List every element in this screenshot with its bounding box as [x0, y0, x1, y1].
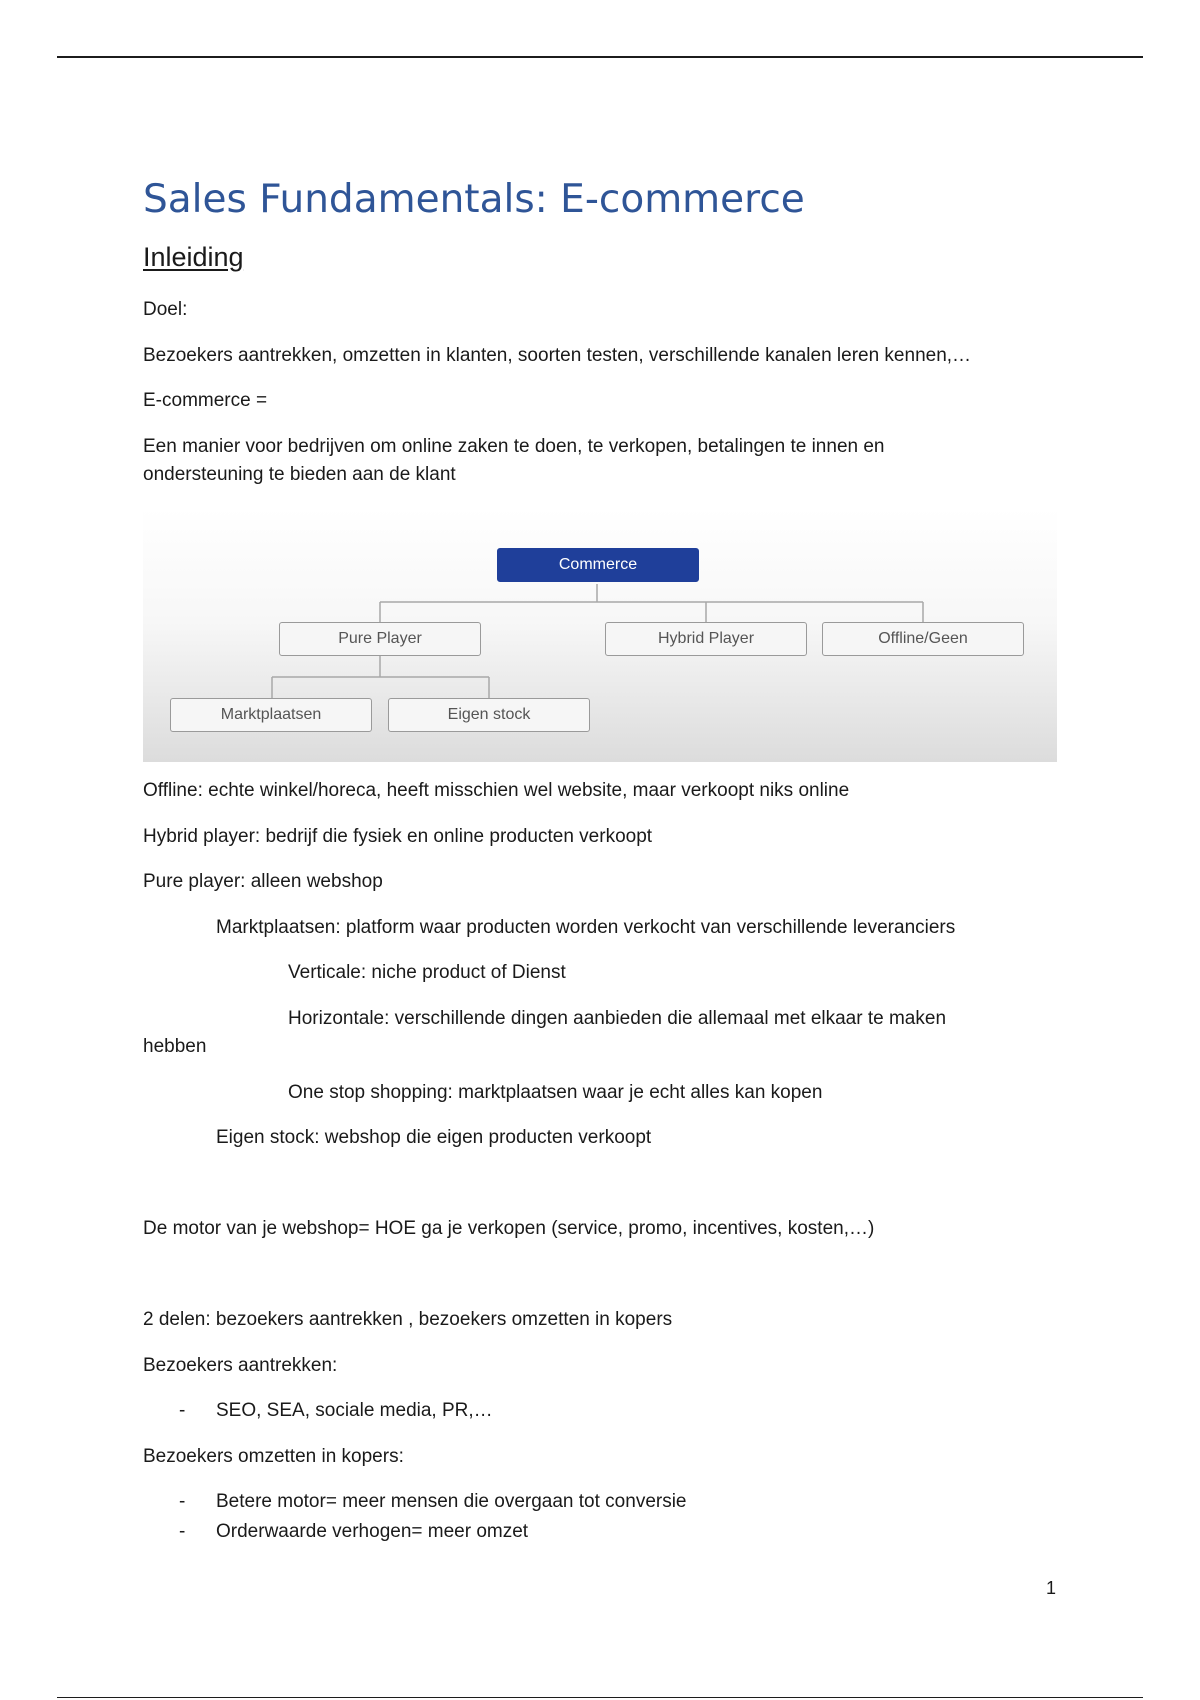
pure-text: Pure player: alleen webshop — [143, 871, 383, 892]
list-item: - Betere motor= meer mensen die overgaan tot conversie — [143, 1487, 687, 1517]
diagram-node-marktplaatsen: Marktplaatsen — [170, 698, 372, 732]
aantrekken-list — [143, 1396, 493, 1426]
diagram-node-commerce: Commerce — [497, 548, 699, 582]
page-title: Sales Fundamentals: E-commerce — [143, 177, 805, 222]
horizontale-text-line-1: Horizontale: verschillende dingen aanbieden die allemaal met elkaar te maken — [288, 1008, 947, 1029]
motor-text: De motor van je webshop= HOE ga je verkopen (service, promo, incentives, kosten,…) — [143, 1218, 875, 1239]
offline-text: Offline: echte winkel/horeca, heeft misschien wel website, maar verkoopt niks online — [143, 780, 850, 801]
section-heading-inleiding: Inleiding — [143, 242, 244, 272]
bullet-dash: - — [179, 1521, 186, 1542]
diagram-node-pure-player: Pure Player — [279, 622, 481, 656]
horizontale-text-line-2: hebben — [143, 1036, 207, 1057]
ecommerce-definition-line-1: Een manier voor bedrijven om online zaken te doen, te verkopen, betalingen te innen en — [143, 436, 885, 457]
diagram-node-offline: Offline/Geen — [822, 622, 1024, 656]
marktplaatsen-text: Marktplaatsen: platform waar producten worden verkocht van verschillende leveranciers — [216, 917, 956, 938]
page-number: 1 — [1046, 1578, 1057, 1598]
omzetten-list — [143, 1487, 687, 1547]
ecommerce-label: E-commerce = — [143, 390, 268, 411]
onestop-text: One stop shopping: marktplaatsen waar je echt alles kan kopen — [288, 1082, 823, 1103]
aantrekken-label: Bezoekers aantrekken: — [143, 1355, 338, 1376]
commerce-diagram — [143, 508, 1057, 762]
list-item: - SEO, SEA, sociale media, PR,… — [143, 1396, 493, 1426]
omzetten-label: Bezoekers omzetten in kopers: — [143, 1446, 404, 1467]
bullet-dash: - — [179, 1400, 186, 1421]
bullet-dash: - — [179, 1491, 186, 1512]
diagram-node-hybrid-player: Hybrid Player — [605, 622, 807, 656]
footer-rule — [57, 1697, 1143, 1698]
list-item: - Orderwaarde verhogen= meer omzet — [143, 1517, 687, 1547]
twodelen-text: 2 delen: bezoekers aantrekken , bezoekers omzetten in kopers — [143, 1309, 673, 1330]
hybrid-text: Hybrid player: bedrijf die fysiek en online producten verkoopt — [143, 826, 653, 847]
diagram-node-eigen-stock: Eigen stock — [388, 698, 590, 732]
eigenstock-text: Eigen stock: webshop die eigen producten verkoopt — [216, 1127, 652, 1148]
doel-text: Bezoekers aantrekken, omzetten in klanten, soorten testen, verschillende kanalen leren kennen,… — [143, 345, 972, 366]
header-rule — [57, 56, 1143, 58]
verticale-text: Verticale: niche product of Dienst — [288, 962, 566, 983]
doel-label: Doel: — [143, 299, 188, 320]
ecommerce-definition-line-2: ondersteuning te bieden aan de klant — [143, 464, 456, 485]
